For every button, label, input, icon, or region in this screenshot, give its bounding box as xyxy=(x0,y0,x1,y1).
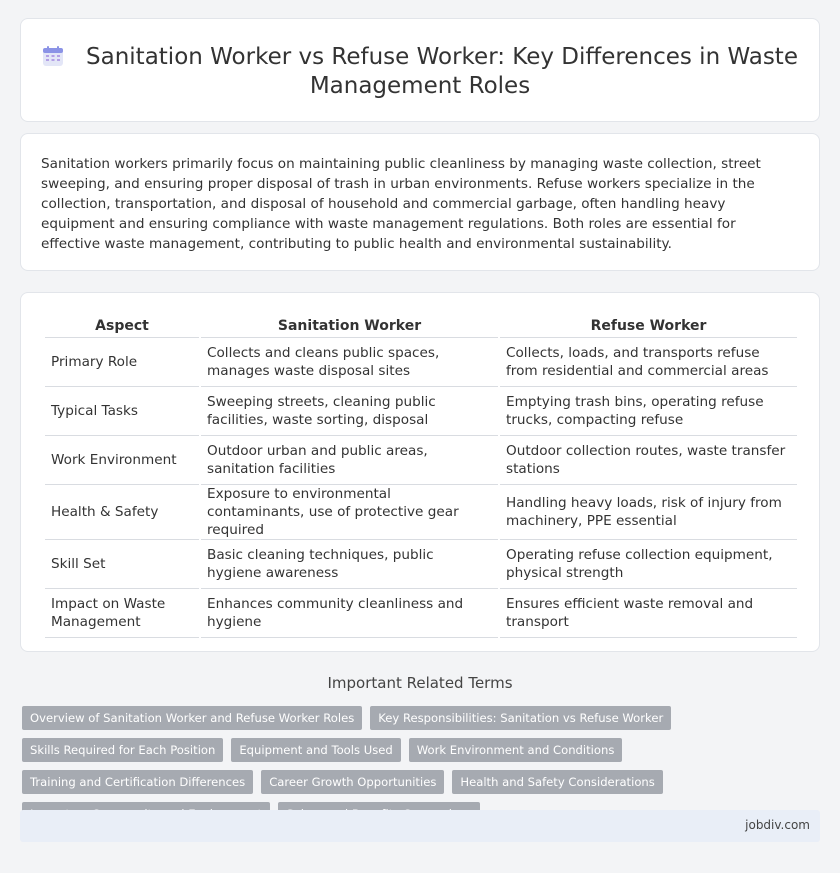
table-row xyxy=(45,436,797,485)
row-refuse: Outdoor collection routes, waste transfer stations xyxy=(500,436,797,485)
table-row xyxy=(45,485,797,540)
row-sanitation: Outdoor urban and public areas, sanitation facilities xyxy=(201,436,498,485)
row-aspect: Typical Tasks xyxy=(45,387,199,436)
table-row xyxy=(45,540,797,589)
related-terms-title: Important Related Terms xyxy=(327,674,513,692)
page-title xyxy=(21,43,819,101)
related-term-tag[interactable]: Training and Certification Differences xyxy=(22,770,253,794)
row-refuse: Emptying trash bins, operating refuse trucks, compacting refuse xyxy=(500,387,797,436)
footer xyxy=(20,810,820,842)
header-aspect: Aspect xyxy=(45,315,199,338)
table-header-row xyxy=(45,315,797,338)
row-aspect: Work Environment xyxy=(45,436,199,485)
related-term-tag[interactable]: Health and Safety Considerations xyxy=(452,770,662,794)
row-refuse: Handling heavy loads, risk of injury from machinery, PPE essential xyxy=(500,485,797,540)
row-aspect: Skill Set xyxy=(45,540,199,589)
comparison-table xyxy=(43,315,799,638)
related-term-tag[interactable]: Equipment and Tools Used xyxy=(231,738,400,762)
page-title-text: Sanitation Worker vs Refuse Worker: Key Differences in Waste Management Roles xyxy=(86,44,798,99)
row-sanitation: Sweeping streets, cleaning public facilities, waste sorting, disposal xyxy=(201,387,498,436)
header-refuse-worker: Refuse Worker xyxy=(500,315,797,338)
row-refuse: Collects, loads, and transports refuse from residential and commercial areas xyxy=(500,338,797,387)
related-term-tag[interactable]: Work Environment and Conditions xyxy=(409,738,623,762)
table-row xyxy=(45,338,797,387)
table-row xyxy=(45,589,797,638)
intro-text: Sanitation workers primarily focus on maintaining public cleanliness by managing waste collection, street sweeping, and ensuring proper disposal of trash in urban environments. Refuse workers specialize in the collection, transportation, and disposal of household and commercial garbage, often handling heavy equipment and ensuring compliance with waste management regulations. Both roles are essential for effective waste management, contributing to public health and environmental sustainability. xyxy=(41,156,761,252)
table-row xyxy=(45,387,797,436)
comparison-table-card xyxy=(20,292,820,652)
related-terms-list xyxy=(22,706,822,826)
related-term-tag[interactable]: Key Responsibilities: Sanitation vs Refuse Worker xyxy=(370,706,671,730)
header-sanitation-worker: Sanitation Worker xyxy=(201,315,498,338)
related-term-tag[interactable]: Overview of Sanitation Worker and Refuse Worker Roles xyxy=(22,706,362,730)
row-sanitation: Collects and cleans public spaces, manages waste disposal sites xyxy=(201,338,498,387)
row-sanitation: Basic cleaning techniques, public hygiene awareness xyxy=(201,540,498,589)
row-refuse: Ensures efficient waste removal and transport xyxy=(500,589,797,638)
footer-site-link[interactable]: jobdiv.com xyxy=(745,818,810,832)
intro-card xyxy=(20,133,820,271)
row-aspect: Primary Role xyxy=(45,338,199,387)
row-sanitation: Exposure to environmental contaminants, use of protective gear required xyxy=(201,485,498,540)
row-aspect: Impact on Waste Management xyxy=(45,589,199,638)
row-refuse: Operating refuse collection equipment, physical strength xyxy=(500,540,797,589)
calendar-icon xyxy=(42,45,64,67)
related-term-tag[interactable]: Career Growth Opportunities xyxy=(261,770,444,794)
header-card xyxy=(20,18,820,122)
row-sanitation: Enhances community cleanliness and hygiene xyxy=(201,589,498,638)
related-term-tag[interactable]: Skills Required for Each Position xyxy=(22,738,223,762)
row-aspect: Health & Safety xyxy=(45,485,199,540)
